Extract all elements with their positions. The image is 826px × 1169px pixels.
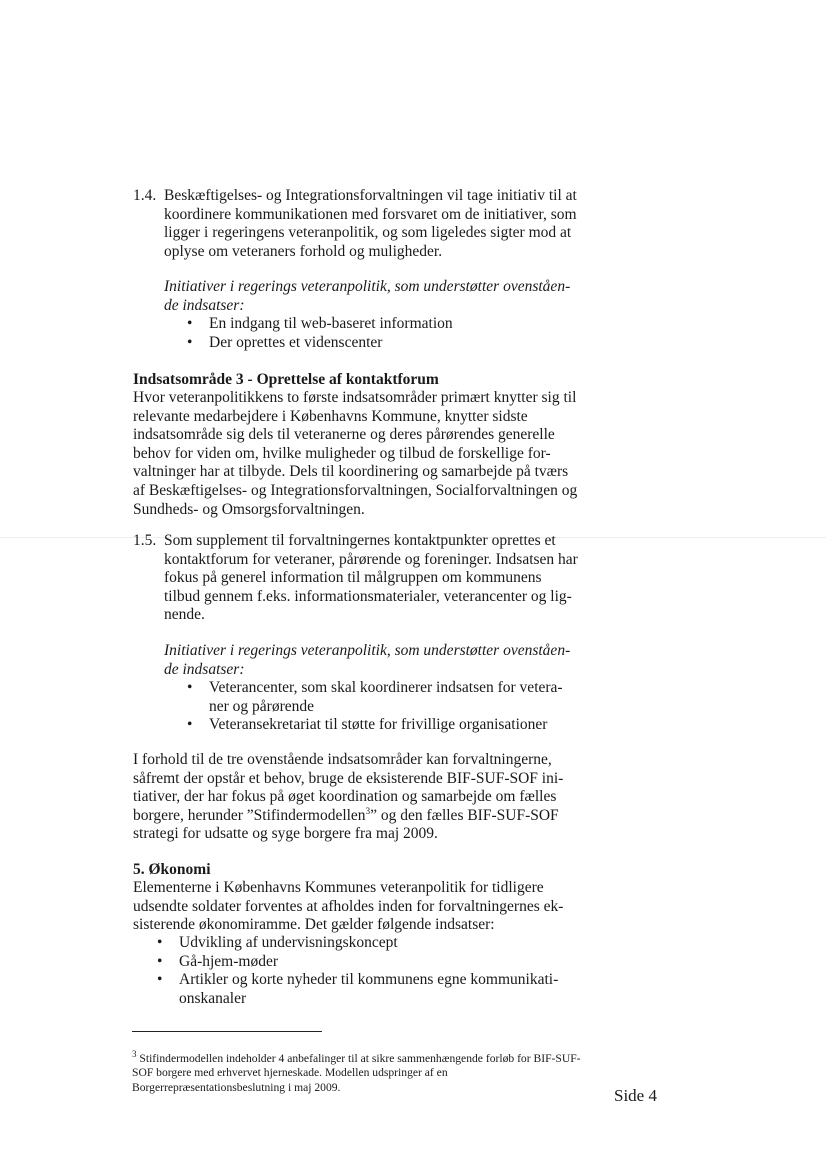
- bullet-icon: •: [157, 952, 163, 970]
- bullet-icon: •: [187, 315, 193, 332]
- list-item: • Veterancenter, som skal koordinerer indsatsen for vetera-ner og pårørende: [187, 679, 563, 715]
- section-3-heading: Indsatsområde 3 - Oprettelse af kontaktforum: [133, 371, 439, 388]
- list-item: • Artikler og korte nyheder til kommunens egne kommunikati-onskanaler: [157, 971, 559, 1007]
- item-1-5-initiatives-heading: Initiativer i regerings veteranpolitik, som understøtter ovenståen-de indsatser:: [164, 642, 571, 678]
- footnote-number: 3: [132, 1048, 137, 1059]
- bullet-icon: •: [187, 333, 193, 351]
- list-item: • Udvikling af undervisningskoncept: [157, 934, 398, 951]
- item-1-4-number: 1.4.: [133, 187, 157, 204]
- bullet-icon: •: [187, 679, 193, 696]
- bullet-icon: •: [157, 971, 163, 989]
- footnote: [132, 1048, 582, 1096]
- bullet-icon: •: [187, 716, 193, 734]
- item-1-5-bullet-list: [183, 679, 578, 735]
- footnote-text: Stifindermodellen indeholder 4 anbefalinger til at sikre sammenhængende forløb for BIF-SUF-SOF borgere med erhvervet hjerneskade. Modellen udspringer af en Borgerrepræsentationsbeslutning i maj 2009.: [132, 1051, 581, 1094]
- footnote-separator: [132, 1031, 322, 1032]
- list-item: • En indgang til web-baseret information: [187, 315, 453, 332]
- section-5-body: Elementerne i Københavns Kommunes veteranpolitik for tidligere udsendte soldater forventes at afholdes inden for forvaltningernes ek-sisterende økonomiramme. Det gælder følgende indsatser:: [133, 879, 564, 934]
- bullet-icon: •: [157, 934, 163, 951]
- list-item: • Der oprettes et videnscenter: [187, 333, 383, 351]
- item-1-5-text: Som supplement til forvaltningernes kontaktpunkter oprettes et kontaktforum for veteraner, pårørende og foreninger. Indsatsen har fokus på generel information til målgruppen om kommunens tilbud gennem f.eks. informationsmaterialer, veterancenter og lig-nende.: [164, 532, 578, 624]
- list-item: • Gå-hjem-møder: [157, 952, 278, 970]
- bif-paragraph: I forhold til de tre ovenstående indsatsområder kan forvaltningerne, såfremt der opstår et behov, bruge de eksisterende BIF-SUF-SOF ini-tiativer, der har fokus på øget koordination og samarbejde om fælles borgere, herunder ”Stifindermodellen$^3$” og den fælles BIF-SUF-SOF strategi for udsatte og syge borgere fra maj 2009.: [133, 751, 564, 843]
- footnote-reference: 3: [365, 805, 371, 816]
- section-5-heading: 5. Økonomi: [133, 861, 211, 878]
- item-1-4-bullet-list: [183, 315, 578, 352]
- section-5-bullet-list: [153, 934, 578, 1008]
- item-1-4-initiatives-heading: Initiativer i regerings veteranpolitik, som understøtter ovenståen-de indsatser:: [164, 278, 571, 314]
- list-item: • Veteransekretariat til støtte for frivillige organisationer: [187, 716, 548, 734]
- page-number: Side 4: [614, 1086, 657, 1105]
- item-1-4-text: Beskæftigelses- og Integrationsforvaltningen vil tage initiativ til at koordinere kommunikationen med forsvaret om de initiativer, som ligger i regeringens veteranpolitik, og som ligeledes sigter mod at oplyse om veteraners forhold og muligheder.: [164, 187, 577, 260]
- item-1-5-number: 1.5.: [133, 532, 157, 549]
- section-3-body: Hvor veteranpolitikkens to første indsatsområder primært knytter sig til relevante medarbejdere i Københavns Kommune, knytter sidste indsatsområde sig dels til veteranerne og deres pårørendes generelle behov for viden om, hvilke muligheder og tilbud de forskellige for-valtninger har at tilbyde. Dels til koordinering og samarbejde på tværs af Beskæftigelses- og Integrationsforvaltningen, Socialforvaltningen og Sundheds- og Omsorgsforvaltningen.: [133, 389, 578, 518]
